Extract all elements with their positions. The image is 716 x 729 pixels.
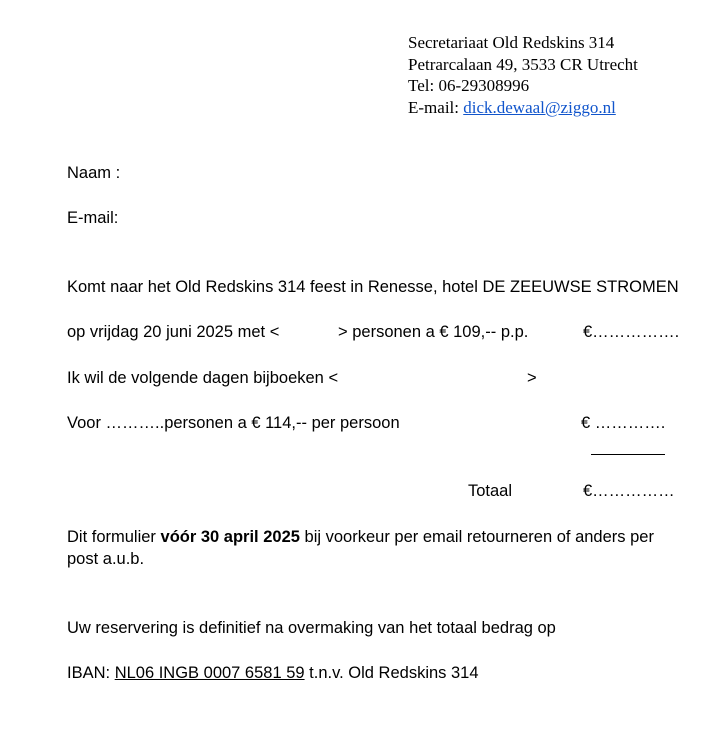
total-label: Totaal: [468, 482, 513, 500]
naam-field-label: Naam :: [67, 164, 121, 182]
row2-close-bracket: >: [527, 369, 537, 387]
invitation-text: Komt naar het Old Redskins 314 feest in Renesse, hotel DE ZEEUWSE STROMEN: [67, 278, 679, 296]
iban-line: [67, 662, 479, 684]
row2-extra-days: Ik wil de volgende dagen bijboeken <: [67, 369, 339, 387]
row1-price-per-person: > personen a € 109,-- p.p.: [338, 323, 529, 341]
deadline-text-post: bij voorkeur per email retourneren of anders per post a.u.b.: [67, 528, 654, 568]
total-amount: €……………: [583, 482, 675, 500]
email-label: E-mail:: [408, 97, 464, 117]
row1-date-persons: op vrijdag 20 juni 2025 met <: [67, 323, 280, 341]
deadline-notice: [67, 526, 667, 570]
row1-amount: €…………….: [583, 323, 680, 341]
iban-label: IBAN:: [67, 664, 115, 682]
address-line-street: Petrarcalaan 49, 3533 CR Utrecht: [408, 54, 638, 74]
iban-number: NL06 INGB 0007 6581 59: [114, 664, 305, 682]
row3-amount: € ………….: [581, 414, 666, 432]
iban-account-holder: t.n.v. Old Redskins 314: [304, 664, 479, 682]
sender-address: [408, 32, 638, 118]
address-line-organization: Secretariaat Old Redskins 314: [408, 33, 615, 52]
address-line-phone: Tel: 06-29308996: [408, 76, 530, 95]
email-link[interactable]: dick.dewaal@ziggo.nl: [463, 97, 616, 117]
reservation-notice: Uw reservering is definitief na overmaking van het totaal bedrag op: [67, 619, 556, 637]
address-line-email: [408, 97, 638, 119]
deadline-date: vóór 30 april 2025: [160, 528, 300, 546]
deadline-text-pre: Dit formulier: [67, 528, 161, 546]
row3-persons-price: Voor ………..personen a € 114,-- per persoon: [67, 414, 400, 432]
email-field-label: E-mail:: [67, 209, 119, 227]
sum-underline: [591, 454, 665, 455]
